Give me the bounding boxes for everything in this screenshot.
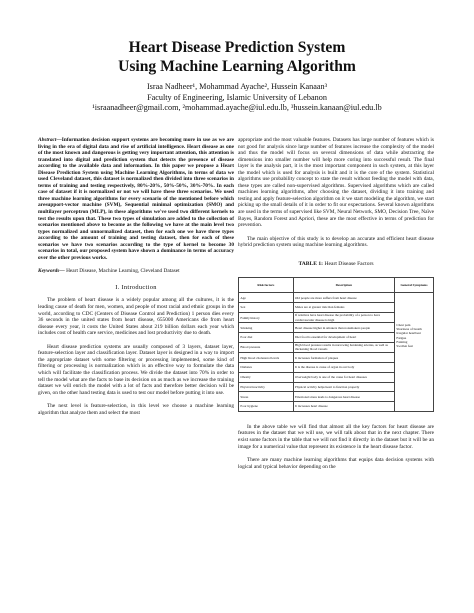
intro-paragraph-3: The next level is feature-selection, in this level we choose a machine learning algorithm that analyze them and select the most [38, 403, 234, 416]
table-cell: Males are at greater risk than females [293, 303, 394, 313]
table-cell: High blood pressure results in narrowing hardening arteries, as well as thickening blood vessels [293, 342, 394, 352]
table-header-row [239, 278, 434, 293]
symptoms-cell [394, 293, 433, 412]
table-cell: Diet food is essential for development of heart [293, 333, 394, 343]
symptom-item: Fatigue [396, 335, 407, 340]
table-cell: Emotional stress leads to dangerous heart disease [293, 392, 394, 402]
title-line-1: Heart Disease Prediction System [128, 39, 346, 56]
table-cell: If relatives have heart disease the probability of a person to have cardiovascular disease is high [293, 312, 394, 322]
abstract-text: Information decision support systems are becoming more in use as we are living in the era of digital data and rise of artificial intelligence. Heart disease as one of the most known and dangerous is getting very important attention, this attention is translated into digital and prediction system that detects the presence of disease according to the available data and information. In this paper we propose a Heart Disease Prediction System using Machine Learning Algorithms, in terms of data we used Cleveland dataset, this dataset is normalized then divided into three scenarios in terms of training and testing respectively, 80%-20%, 50%-50%, 30%-70%. In each case of dataset if it is normalized or not we will have these three scenarios. We used three machine learning algorithms for every scenario of the mentioned before which aresupport-vector machine (SVM), Sequential minimal optimization (SMO) and multilayer perceptron (MLP), in these algorithms we've used two different kernels to test the results upon that. These two types of simulation are added to the collection of scenarios mentioned above to become as the following we have at the main level two types normalized and unnormalized dataset, then for each one we have three types according to the amount of training and testing dataset, then for each of these scenarios we have two scenarios according to the type of kernel to become 30 scenarios in total, our proposed system have shown a dominance in terms of accuracy over the other previous works. [38, 137, 234, 261]
table-cell: Overweight body is one of the cause for heart diseases [293, 372, 394, 382]
table-cell: Poor hygiene [239, 402, 294, 412]
symptom-item: Chest pain [396, 323, 411, 328]
keywords-lead: Keywords— [38, 268, 65, 275]
right-paragraph-3: In the above table we will find that almost all the key factors for heart disease are features in the dataset that we will use, we will talk about that in the next chapter. There exist some factors in the table that we will not find it directly in the dataset but it will be an image for a numerical value that represent its existence in the heart disease factor. [238, 423, 434, 450]
left-column [38, 137, 234, 416]
table-header-cell: Risk factors [239, 278, 294, 293]
table-caption-text: Heart Disease Factors [324, 260, 374, 267]
abstract-lead: Abstract— [38, 137, 62, 143]
keywords-text: Heart Disease, Machine Learning, Cleveland Dataset [66, 268, 180, 275]
table-cell: Old people are more suffers from heart disease [293, 293, 394, 303]
table-caption [238, 261, 434, 268]
right-paragraph-1: appropriate and the most valuable features. Datasets has large number of features which is not good for analysis since large number of features increase the complexity of the model and thus the model will focus on several dimensions of data while abstracting the dimensions into smaller number will help more coring into successful result. The final layer is the analysis part, it is the most important component in such system, at this layer the model which is used for analysis is built and it is the core of the system. Statistical algorithms use probability concept to state the result without feeding the model with data, these types are called non-supervised algorithms. Supervised algorithms which are called machines learning algorithms, after choosing the dataset, dividing it into training and testing and apply feature-selection algorithm on it we start modeling the algorithm, we start picking up the small details of it in order to fit our expectations. Several known algorithms are used in the terms of supervised like SVM, Neural Network, SMO, Decision Tree, Naïve Bayes, Random Forest and Apriori, these are the most effective in terms of prediction for prevention. [238, 137, 434, 229]
symptom-item: Irregular heartbeat [396, 331, 421, 336]
section-heading-introduction: I. Introduction [115, 283, 157, 291]
intro-paragraph-2: Heart disease prediction systems are usually composed of 3 layers, dataset layer, feature-selection layer and classification layer. Dataset layer is designed in a way to import the appropriate dataset with some filtering or processing implemented, some kind of filtering or processing is normalization which is an effective way to formulate the data which will facilitate the classification process. We divide the dataset into 70% in order to tell the model what are the facts to base its decision on as much as we increase the training dataset we will enrich the model with a lot of facts and therefore better decision will be given, on the other hand testing data is used to test our model before putting it into use. [38, 343, 234, 396]
title-line-2: Using Machine Learning Algorithm [118, 58, 356, 75]
abstract [38, 137, 234, 261]
table-cell: Stress [239, 392, 294, 402]
author-emails: ¹israanadheer@gmail.com, ²mohammad.ayache@iul.edu.lb, ³hussein.kanaan@iul.edu.lb [92, 103, 382, 113]
table-caption-label: TABLE 1: [298, 260, 324, 267]
table-cell: Physical inactivity [239, 382, 294, 392]
table-cell: Blood pressure [239, 342, 294, 352]
heart-disease-factors-table [238, 277, 434, 412]
table-cell: Family history [239, 312, 294, 322]
right-paragraph-4: There are many machine learning algorithms that equips data decision systems with logical and typical behavior depending on the [238, 457, 434, 470]
table-cell: Heart disease higher in smokers than nonsmokers people [293, 323, 394, 333]
keywords [38, 268, 234, 275]
table-cell: Obesity [239, 372, 294, 382]
table-cell: It increases heart disease [293, 402, 394, 412]
table-cell: Poor diet [239, 333, 294, 343]
right-column [238, 137, 434, 470]
table-header-cell: Description [293, 278, 394, 293]
symptom-item: Swollen feet [396, 343, 413, 348]
table-cell: It is the disease is cause of organ in our body [293, 362, 394, 372]
table-cell: It increases formation of plaques [293, 353, 394, 363]
table-cell: Diabetes [239, 362, 294, 372]
affiliation: Faculty of Engineering, Islamic University of Lebanon [147, 92, 327, 102]
table-header-cell: General Symptoms [394, 278, 433, 293]
table-cell: Sex [239, 303, 294, 313]
symptom-item: Shortness of breath [396, 327, 422, 332]
intro-paragraph-1: The problem of heart disease is a widely popular among all the cultures, it is the leading cause of death for men, women, and people of most racial and ethnic groups in the world, according to CDC (Centers of Disease Control and Prediction) 1 person dies every 36 seconds in the united states from heart disease, 655000 Americans die from heart disease every year, it costs the United States about 219 billion dollars each year which includes cost of health care service, medicines and lost productivity due to death. [38, 297, 234, 337]
table-cell: Smoking [239, 323, 294, 333]
table-cell: Physical activity helps heart to function properly [293, 382, 394, 392]
table-row [239, 293, 434, 303]
symptom-item: Fainting [396, 339, 408, 344]
author-names: Israa Nadheer¹, Mohammad Ayache², Hussein Kanaan³ [146, 82, 328, 91]
paper-title [0, 38, 474, 76]
table-cell: Age [239, 293, 294, 303]
right-paragraph-2: The main objective of this study is to develop an accurate and efficient heart disease hybrid prediction system using machine learning algorithms. [238, 235, 434, 249]
table-cell: High blood cholesterol levels [239, 353, 294, 363]
author-block [0, 82, 474, 114]
